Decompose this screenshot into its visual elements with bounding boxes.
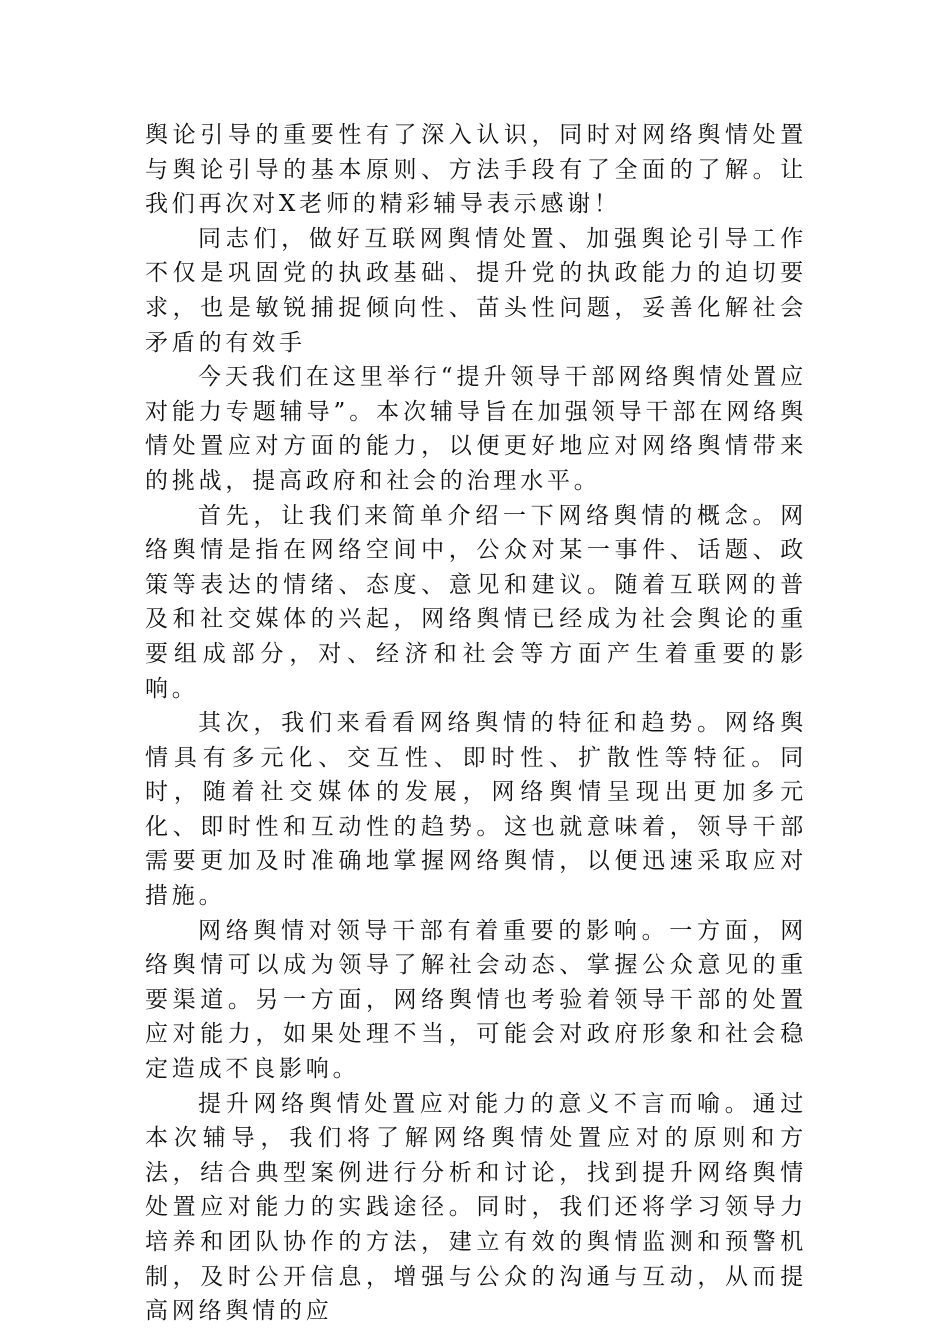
paragraph-4: 首先，让我们来简单介绍一下网络舆情的概念。网络舆情是指在网络空间中，公众对某一事件、话题、政策等表达的情绪、态度、意见和建议。随着互联网的普及和社交媒体的兴起，网络舆情已经成为社会舆论的重要组成部分，对、经济和社会等方面产生着重要的影响。 (145, 502, 807, 702)
paragraph-2: 同志们，做好互联网舆情处置、加强舆论引导工作不仅是巩固党的执政基础、提升党的执政能力的迫切要求，也是敏锐捕捉倾向性、苗头性问题，妥善化解社会矛盾的有效手 (145, 225, 807, 356)
paragraph-5: 其次，我们来看看网络舆情的特征和趋势。网络舆情具有多元化、交互性、即时性、扩散性等特征。同时，随着社交媒体的发展，网络舆情呈现出更加多元化、即时性和互动性的趋势。这也就意味着，领导干部需要更加及时准确地掌握网络舆情，以便迅速采取应对措施。 (145, 710, 807, 910)
paragraph-3: 今天我们在这里举行“提升领导干部网络舆情处置应对能力专题辅导”。本次辅导旨在加强领导干部在网络舆情处置应对方面的能力，以便更好地应对网络舆情带来的挑战，提高政府和社会的治理水平。 (145, 364, 807, 494)
paragraph-7: 提升网络舆情处置应对能力的意义不言而喻。通过本次辅导，我们将了解网络舆情处置应对的原则和方法，结合典型案例进行分析和讨论，找到提升网络舆情处置应对能力的实践途径。同时，我们还将学习领导力培养和团队协作的方法，建立有效的舆情监测和预警机制，及时公开信息，增强与公众的沟通与互动，从而提高网络舆情的应 (145, 1090, 807, 1325)
paragraph-1: 舆论引导的重要性有了深入认识，同时对网络舆情处置与舆论引导的基本原则、方法手段有了全面的了解。让我们再次对X老师的精彩辅导表示感谢！ (145, 122, 807, 218)
document-body (145, 118, 807, 1329)
paragraph-6: 网络舆情对领导干部有着重要的影响。一方面，网络舆情可以成为领导了解社会动态、掌握公众意见的重要渠道。另一方面，网络舆情也考验着领导干部的处置应对能力，如果处理不当，可能会对政府形象和社会稳定造成不良影响。 (145, 917, 807, 1083)
